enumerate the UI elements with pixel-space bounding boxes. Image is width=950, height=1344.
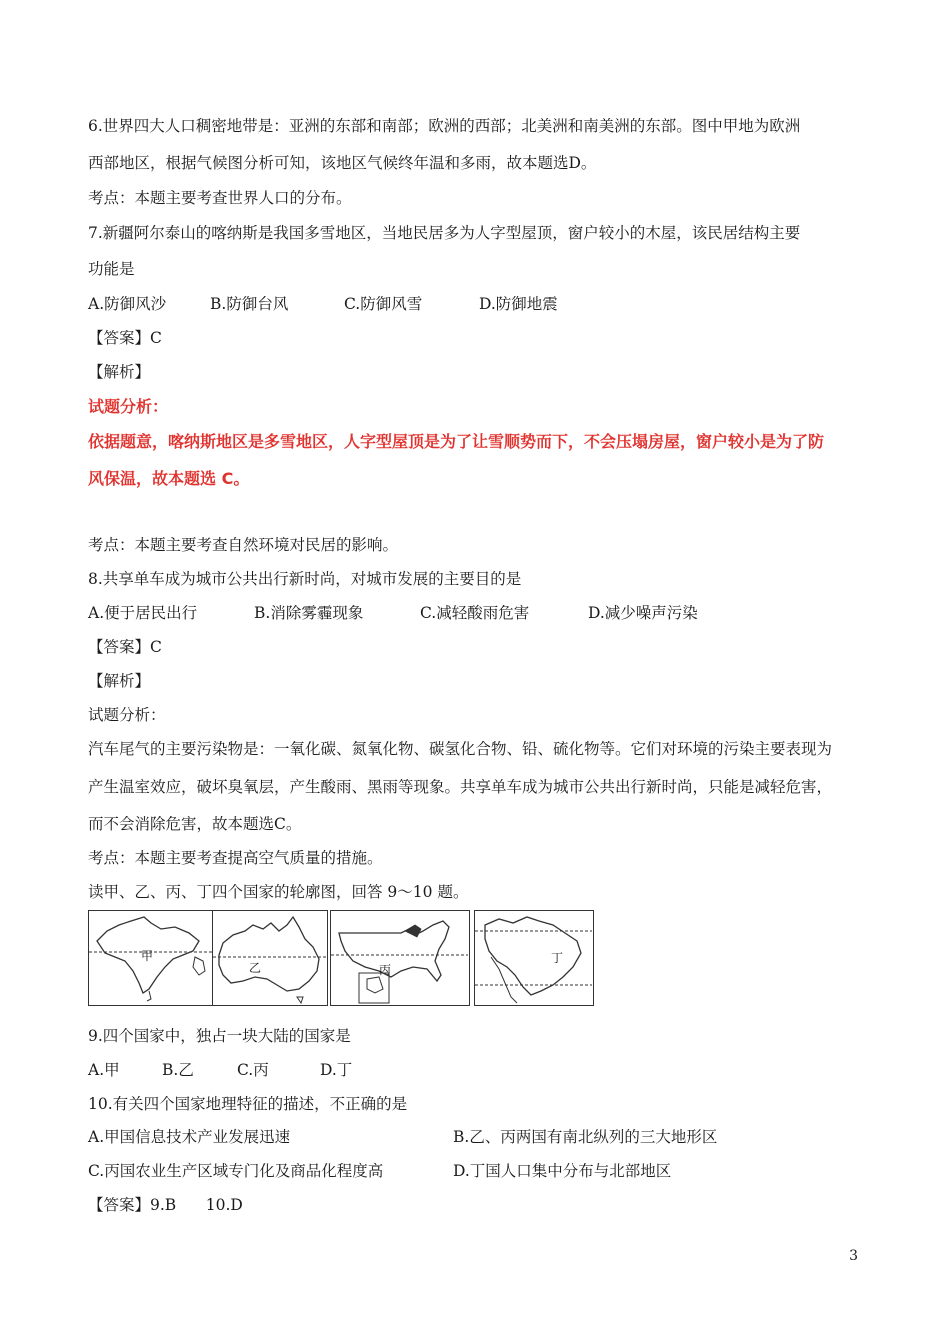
map-label-bing: 丙	[379, 963, 392, 977]
map-yi-outline	[213, 911, 326, 1004]
map-label-jia: 甲	[141, 949, 154, 963]
map-yi	[212, 910, 328, 1006]
q8-answer: 【答案】C	[88, 638, 162, 656]
q8-analysis-label: 【解析】	[88, 672, 151, 690]
q7-option-c: C.防御风雪	[344, 295, 423, 313]
q7-kaodian: 考点：本题主要考查自然环境对民居的影响。	[88, 536, 399, 554]
map-ding-outline	[475, 911, 592, 1004]
q8-analysis-title: 试题分析：	[88, 706, 166, 724]
map-label-yi: 乙	[249, 961, 262, 975]
q9-stem: 9.四个国家中，独占一块大陆的国家是	[88, 1027, 351, 1045]
q8-analysis-line3: 而不会消除危害，故本题选C。	[88, 815, 302, 833]
q7-option-b: B.防御台风	[210, 295, 289, 313]
q8-option-b: B.消除雾霾现象	[254, 604, 364, 622]
q9-option-c: C.丙	[237, 1061, 269, 1079]
map-jia	[88, 910, 218, 1006]
q8-option-d: D.减少噪声污染	[588, 604, 698, 622]
q7-stem-line2: 功能是	[88, 260, 135, 278]
q8-option-c: C.减轻酸雨危害	[420, 604, 530, 622]
map-ding	[474, 910, 594, 1006]
q10-option-a: A.甲国信息技术产业发展迅速	[88, 1128, 291, 1146]
map-bing	[330, 910, 470, 1006]
q9-option-d: D.丁	[320, 1061, 353, 1079]
country-outline-maps	[88, 910, 848, 1008]
q7-analysis-title: 试题分析：	[88, 397, 169, 416]
q8-analysis-line1: 汽车尾气的主要污染物是：一氧化碳、氮氧化物、碳氢化合物、铅、硫化物等。它们对环境的污染主要表现为	[88, 740, 833, 758]
map-bing-outline	[331, 911, 468, 1004]
q6-explanation-line2: 西部地区，根据气候图分析可知，该地区气候终年温和多雨，故本题选D。	[88, 154, 597, 172]
q7-answer: 【答案】C	[88, 329, 162, 347]
q9-option-b: B.乙	[162, 1061, 194, 1079]
q7-analysis-line1: 依据题意，喀纳斯地区是多雪地区，人字型屋顶是为了让雪顺势而下，不会压塌房屋，窗户较小是为了防	[88, 432, 825, 451]
q9-option-a: A.甲	[88, 1061, 120, 1079]
page-number: 3	[849, 1248, 858, 1264]
q6-kaodian: 考点：本题主要考查世界人口的分布。	[88, 189, 352, 207]
q10-stem: 10.有关四个国家地理特征的描述，不正确的是	[88, 1095, 408, 1113]
q8-analysis-line2: 产生温室效应，破坏臭氧层，产生酸雨、黑雨等现象。共享单车成为城市公共出行新时尚，只能是减轻危害，	[88, 778, 833, 796]
q10-option-b: B.乙、丙两国有南北纵列的三大地形区	[453, 1128, 718, 1146]
q7-option-d: D.防御地震	[479, 295, 558, 313]
q6-explanation-line1: 6.世界四大人口稠密地带是：亚洲的东部和南部；欧洲的西部；北美洲和南美洲的东部。图中甲地为欧洲	[88, 117, 801, 135]
q7-stem-line1: 7.新疆阿尔泰山的喀纳斯是我国多雪地区，当地民居多为人字型屋顶，窗户较小的木屋，该民居结构主要	[88, 224, 801, 242]
q9-q10-answer: 【答案】9.B 10.D	[88, 1196, 243, 1214]
q7-analysis-line2: 风保温，故本题选 C。	[88, 469, 250, 488]
intro-text: 读甲、乙、丙、丁四个国家的轮廓图，回答 9～10 题。	[88, 883, 469, 901]
q10-option-d: D.丁国人口集中分布与北部地区	[453, 1162, 672, 1180]
q10-option-c: C.丙国农业生产区域专门化及商品化程度高	[88, 1162, 384, 1180]
q8-option-a: A.便于居民出行	[88, 604, 198, 622]
q8-kaodian: 考点：本题主要考查提高空气质量的措施。	[88, 849, 383, 867]
q7-option-a: A.防御风沙	[88, 295, 167, 313]
map-label-ding: 丁	[551, 951, 564, 965]
q8-stem: 8.共享单车成为城市公共出行新时尚，对城市发展的主要目的是	[88, 570, 522, 588]
q7-analysis-label: 【解析】	[88, 363, 151, 381]
